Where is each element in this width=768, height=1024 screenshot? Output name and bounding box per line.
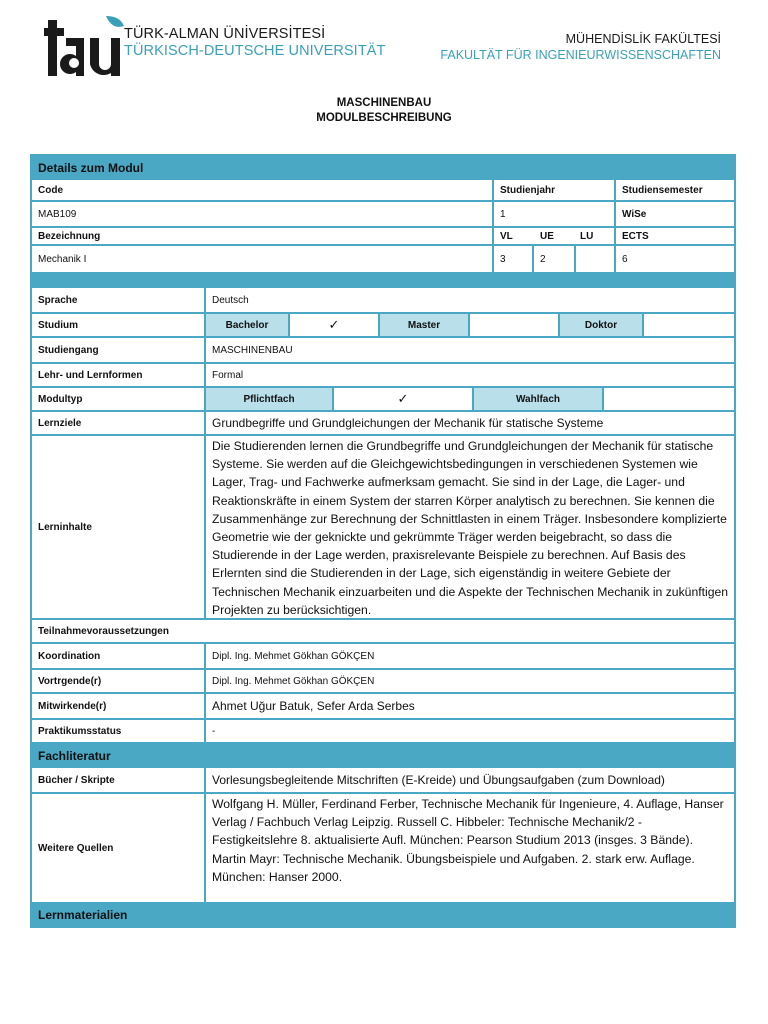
lehrform-value: Formal	[206, 364, 734, 388]
lerninhalte-label: Lerninhalte	[32, 436, 206, 620]
mitwirk-label: Mitwirkende(r)	[32, 694, 206, 720]
teilnahme-label: Teilnahmevoraussetzungen	[32, 620, 734, 644]
year-value: 1	[494, 202, 616, 228]
vortrag-label: Vortrgende(r)	[32, 670, 206, 694]
code-label: Code	[32, 180, 494, 202]
table-row	[32, 180, 734, 202]
table-row	[32, 288, 734, 314]
code-value: MAB109	[32, 202, 494, 228]
wahl-check	[604, 388, 734, 412]
document-title-line1: MASCHINENBAU	[336, 97, 432, 109]
quellen-value: Wolfgang H. Müller, Ferdinand Ferber, Technische Mechanik für Ingenieure, 4. Auflage, Hanser Verlag / Fachbuch Verlag Leipzig. Russell C. Hibbeler: Technische Mechanik/2 - Festigkeitslehre 8. aktualisierte Aufl. München: Pearson Studium 2013 (insges. 3 Bände). Martin Mayr: Technische Mechanik. Übungsbeispiele und Aufgaben. 2. stark erw. Auflage. München: Hanser 2000.	[206, 794, 734, 904]
bachelor-check: ✓	[290, 314, 380, 338]
table-row	[32, 246, 734, 274]
university-name	[124, 26, 386, 60]
vl-label: VL	[494, 228, 534, 246]
semester-label: Studiensemester	[616, 180, 734, 202]
faculty-name-tr: MÜHENDİSLİK FAKÜLTESİ	[565, 32, 721, 46]
master-check	[470, 314, 560, 338]
studiengang-value: MASCHINENBAU	[206, 338, 734, 364]
table-row	[32, 338, 734, 364]
pflicht-check: ✓	[334, 388, 474, 412]
studium-label: Studium	[32, 314, 206, 338]
vortrag-value: Dipl. Ing. Mehmet Gökhan GÖKÇEN	[206, 670, 734, 694]
buecher-label: Bücher / Skripte	[32, 768, 206, 794]
quellen-label: Weitere Quellen	[32, 794, 206, 904]
doktor-check	[644, 314, 734, 338]
university-logo	[44, 14, 128, 78]
faculty-name	[440, 31, 721, 63]
section-details: Details zum Modul	[32, 156, 734, 180]
table-row	[32, 364, 734, 388]
page-header	[0, 0, 768, 95]
bachelor-option: Bachelor	[206, 314, 290, 338]
lerninhalte-value: Die Studierenden lernen die Grundbegriffe und Grundgleichungen der Mechanik für statische Systeme. Sie werden auf die Gleichgewichtsbedingungen in verschiedenen Systemen wie Lager, Trag- und Fachwerke aufmerksam gemacht. Sie sind in der Lage, die Lager- und Reaktionskräfte in einem System der starren Körper analytisch zu berechnen. Sie kennen die Zusammenhänge zur Berechnung der Schnittlasten in einem Träger. Insbesondere komplizierte Geometrie wie der geknickte und gekrümmte Träger werden beigebracht, so dass die Studierende in der Lage werden, praxisrelevante Beispiele zu berechnen. Auf Basis des Erlernten sind die Studierenden in der Lage, sich eigenständig in weitere Gebiete der Technischen Mechanik einzuarbeiten und die Aspekte der Technischen Mechanik in zukünftigen Projekten zu berücksichtigen.	[206, 436, 734, 620]
semester-value: WiSe	[616, 202, 734, 228]
table-row	[32, 694, 734, 720]
year-label: Studienjahr	[494, 180, 616, 202]
section-spacer	[32, 274, 734, 288]
sprache-label: Sprache	[32, 288, 206, 314]
lu-label: LU	[574, 228, 616, 246]
ects-label: ECTS	[616, 228, 734, 246]
section-fachliteratur: Fachliteratur	[32, 744, 734, 768]
ue-label: UE	[534, 228, 574, 246]
table-row	[32, 436, 734, 620]
mitwirk-value: Ahmet Uğur Batuk, Sefer Arda Serbes	[206, 694, 734, 720]
lernziele-value: Grundbegriffe und Grundgleichungen der Mechanik für statische Systeme	[206, 412, 734, 436]
name-value: Mechanik I	[32, 246, 494, 274]
table-row	[32, 720, 734, 744]
lehrform-label: Lehr- und Lernformen	[32, 364, 206, 388]
ue-value: 2	[534, 246, 576, 274]
doktor-option: Doktor	[560, 314, 644, 338]
pflicht-option: Pflichtfach	[206, 388, 334, 412]
table-row	[32, 794, 734, 904]
koordination-value: Dipl. Ing. Mehmet Gökhan GÖKÇEN	[206, 644, 734, 670]
university-name-de: TÜRKISCH-DEUTSCHE UNIVERSITÄT	[124, 43, 386, 59]
koordination-label: Koordination	[32, 644, 206, 670]
university-name-tr: TÜRK-ALMAN ÜNİVERSİTESİ	[124, 26, 326, 42]
vl-value: 3	[494, 246, 534, 274]
lu-value	[576, 246, 616, 274]
table-row	[32, 768, 734, 794]
table-row	[32, 388, 734, 412]
ects-value: 6	[616, 246, 734, 274]
wahl-option: Wahlfach	[474, 388, 604, 412]
table-row	[32, 620, 734, 644]
sprache-value: Deutsch	[206, 288, 734, 314]
table-row	[32, 670, 734, 694]
praktikum-value: -	[206, 720, 734, 744]
table-row	[32, 314, 734, 338]
table-row	[32, 228, 734, 246]
document-title	[0, 96, 768, 126]
document-title-line2: MODULBESCHREIBUNG	[316, 112, 452, 124]
section-lernmaterialien: Lernmaterialien	[32, 904, 734, 926]
lernziele-label: Lernziele	[32, 412, 206, 436]
praktikum-label: Praktikumsstatus	[32, 720, 206, 744]
name-label: Bezeichnung	[32, 228, 494, 246]
table-row	[32, 644, 734, 670]
table-row	[32, 412, 734, 436]
master-option: Master	[380, 314, 470, 338]
faculty-name-de: FAKULTÄT FÜR INGENIEURWISSENSCHAFTEN	[440, 48, 721, 62]
module-table	[30, 154, 736, 928]
studiengang-label: Studiengang	[32, 338, 206, 364]
modultyp-label: Modultyp	[32, 388, 206, 412]
buecher-value: Vorlesungsbegleitende Mitschriften (E-Kreide) und Übungsaufgaben (zum Download)	[206, 768, 734, 794]
table-row	[32, 202, 734, 228]
